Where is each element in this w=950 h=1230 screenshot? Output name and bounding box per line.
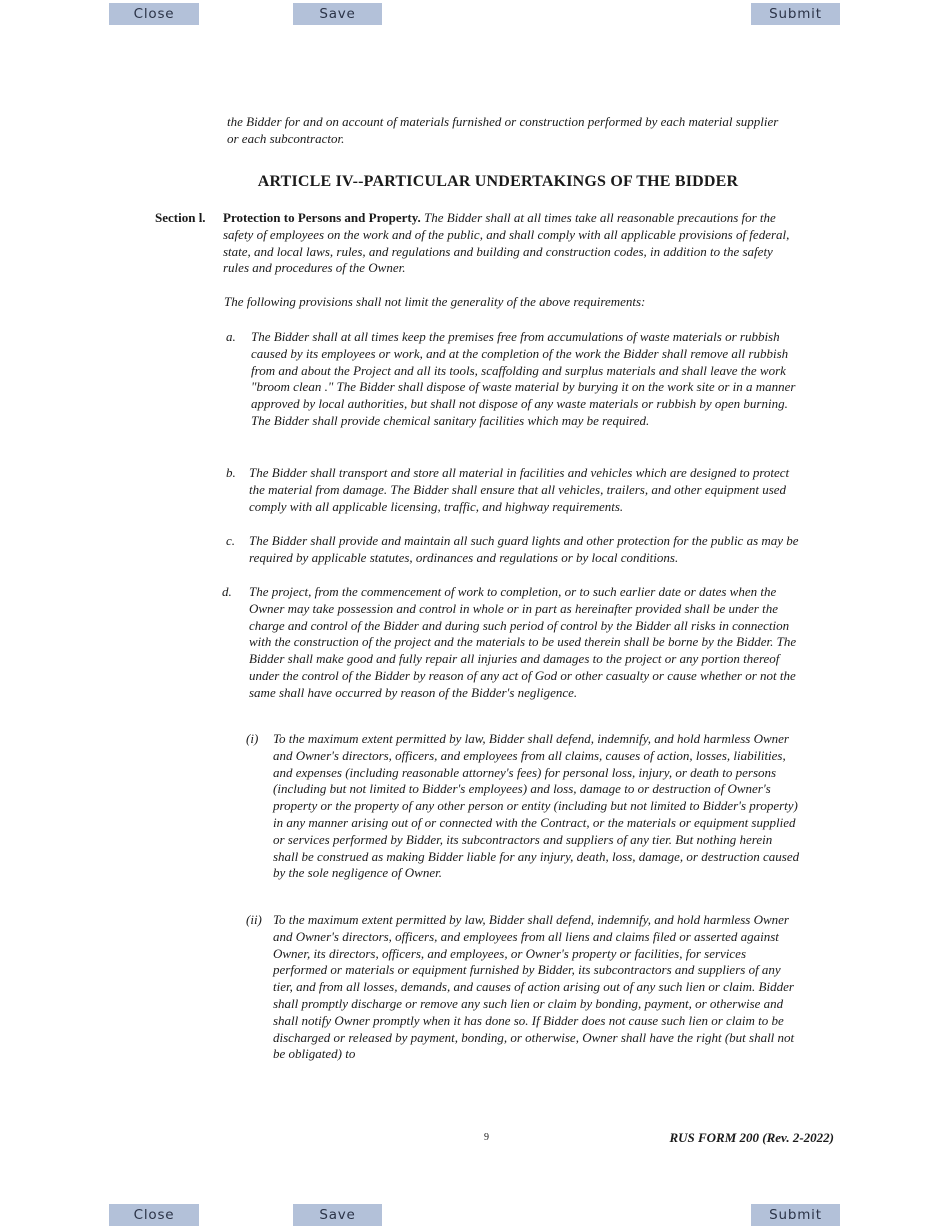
item-b-text: The Bidder shall transport and store all material in facilities and vehicles which are designed to protect the material from damage. The Bidder shall ensure that all vehicles, trailers, and other equipment used comply with all applicable licensing, traffic, and highway requirements. [249,465,790,514]
save-button[interactable]: Save [293,3,382,25]
item-d-label: d. [222,584,232,599]
section-paragraph [223,210,793,277]
subitem-i-label: (i) [246,731,259,746]
close-button[interactable]: Close [109,3,199,25]
page-number: 9 [484,1132,489,1143]
subitem-ii-label: (ii) [246,912,262,927]
article-heading: ARTICLE IV--PARTICULAR UNDERTAKINGS OF THE BIDDER [257,173,739,190]
subitem-ii-text: To the maximum extent permitted by law, Bidder shall defend, indemnify, and hold harmless Owner and Owner's directors, officers, and employees from all liens and claims filed or asserted against Owner, its directors, officers, and employees, or Owner's property or facilities, for services performed or materials or equipment furnished by Bidder, its subcontractors and suppliers of any tier, and from all losses, demands, and causes of action arising out of any such lien or claim. Bidder shall promptly discharge or remove any such lien or claim by bonding, payment, or otherwise and shall notify Owner promptly when it has done so. If Bidder does not cause such lien or claim to be discharged or released by payment, bonding, or otherwise, Owner shall have the right (but shall not be obligated) to [273,912,795,1062]
submit-button[interactable]: Submit [751,3,840,25]
submit-button-bottom[interactable]: Submit [751,1204,840,1226]
following-text: The following provisions shall not limit the generality of the above requirements: [224,294,646,309]
section-text: The Bidder shall at all times take all reasonable precautions for the safety of employees on the work and of the public, and shall comply with all applicable provisions of federal, state, and local laws, rules, and regulations and building and construction codes, in addition to the safety rules and procedures of the Owner. [223,210,790,276]
section-title: Protection to Persons and Property. [223,210,421,225]
save-button-bottom[interactable]: Save [293,1204,382,1226]
intro-continuation: the Bidder for and on account of materials furnished or construction performed by each material supplier or each subcontractor. [227,114,779,146]
item-b-label: b. [226,465,236,480]
item-a-text: The Bidder shall at all times keep the premises free from accumulations of waste materials or rubbish caused by its employees or work, and at the completion of the work the Bidder shall remove all rubbish from and about the Project and all its tools, scaffolding and surplus materials and shall leave the work "broom clean ." The Bidder shall dispose of waste material by burying it on the work site or in a manner approved by local authorities, but shall not dispose of any waste materials or rubbish by open burning. The Bidder shall provide chemical sanitary facilities which may be required. [251,329,796,428]
item-d-text: The project, from the commencement of work to completion, or to such earlier date or dates when the Owner may take possession and control in whole or in part as hereinafter provided shall be under the charge and control of the Bidder and during such period of control by the Bidder all risks in connection with the construction of the project and the materials to be used therein shall be borne by the Bidder. The Bidder shall make good and fully repair all injuries and damages to the project or any portion thereof under the control of the Bidder by reason of any act of God or other casualty or cause whether or not the same shall have occurred by reason of the Bidder's negligence. [249,584,797,700]
section-label: Section l. [155,210,206,225]
form-identifier: RUS FORM 200 (Rev. 2-2022) [669,1130,834,1145]
close-button-bottom[interactable]: Close [109,1204,199,1226]
item-c-text: The Bidder shall provide and maintain all such guard lights and other protection for the public as may be required by applicable statutes, ordinances and regulations or by local conditions. [249,533,799,565]
item-a-label: a. [226,329,236,344]
item-c-label: c. [226,533,236,548]
subitem-i-text: To the maximum extent permitted by law, Bidder shall defend, indemnify, and hold harmless Owner and Owner's directors, officers, and employees from all claims, causes of action, losses, liabilities, and expenses (including reasonable attorney's fees) for personal loss, injury, or death to persons (including but not limited to Bidder's employees) and loss, damage to or destruction of Owner's property or the property of any other person or entity (including but not limited to Bidder's property) in any manner arising out of or connected with the Contract, or the materials or equipment supplied or services performed by Bidder, its subcontractors and suppliers of any tier. But nothing herein shall be construed as making Bidder liable for any injury, death, loss, damage, or destruction caused by the sole negligence of Owner. [273,731,800,881]
